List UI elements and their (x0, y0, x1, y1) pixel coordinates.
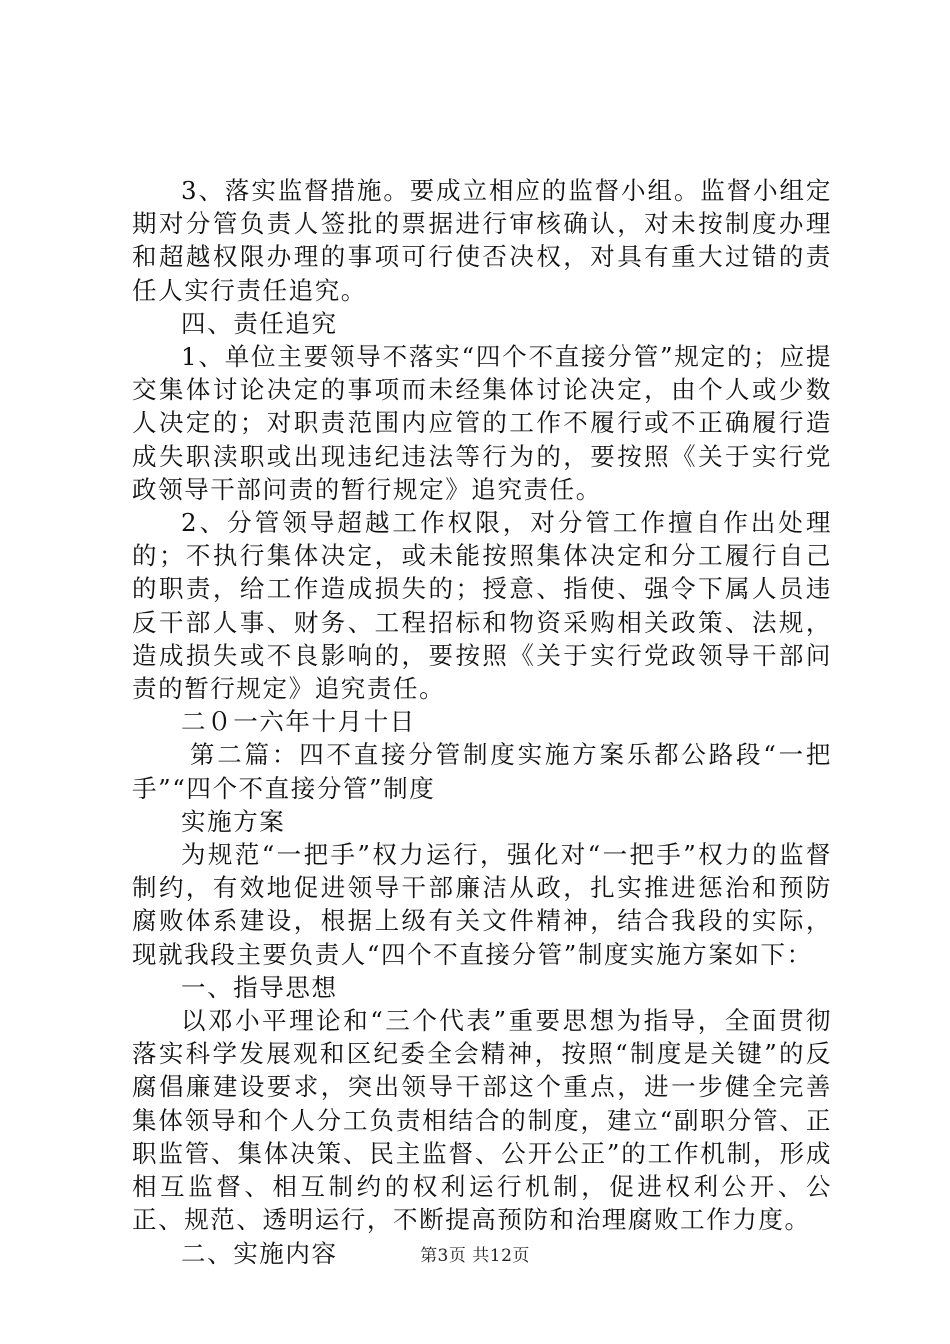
paragraph-introduction: 为规范“一把手”权力运行，强化对“一把手”权力的监督制约，有效地促进领导干部廉洁从政，扎实推进惩治和预防腐败体系建设，根据上级有关文件精神，结合我段的实际，现就我段主要负责人“四个不直接分管”制度实施方案如下： (132, 840, 832, 969)
paragraph-accountability-1: 1、单位主要领导不落实“四个不直接分管”规定的；应提交集体讨论决定的事项而未经集体讨论决定，由个人或少数人决定的；对职责范围内应管的工作不履行或不正确履行造成失职渎职或出现违纪违法等行为的，要按照《关于实行党政领导干部问责的暂行规定》追究责任。 (132, 342, 832, 504)
paragraph-guiding-ideology: 以邓小平理论和“三个代表”重要思想为指导，全面贯彻落实科学发展观和区纪委全会精神，按照“制度是关键”的反腐倡廉建设要求，突出领导干部这个重点，进一步健全完善集体领导和个人分工负责相结合的制度，建立“副职分管、正职监管、集体决策、民主监督、公开公正”的工作机制，形成相互监督、相互制约的权利运行机制，促进权利公开、公正、规范、透明运行，不断提高预防和治理腐败工作力度。 (132, 1006, 832, 1235)
chapter-subtitle: 实施方案 (181, 806, 286, 836)
document-date: 二０一六年十月十日 (181, 707, 416, 737)
section-heading-guiding-ideology: 一、指导思想 (181, 972, 338, 1002)
section-heading-implementation: 二、实施内容 (181, 1238, 338, 1268)
paragraph-supervision-measures: 3、落实监督措施。要成立相应的监督小组。监督小组定期对分管负责人签批的票据进行审核确认，对未按制度办理和超越权限办理的事项可行使否决权，对具有重大过错的责任人实行责任追究。 (132, 176, 832, 305)
section-heading-accountability: 四、责任追究 (181, 308, 338, 338)
page-number-footer: 第3页 共12页 (420, 1246, 530, 1266)
paragraph-accountability-2: 2、分管领导超越工作权限，对分管工作擅自作出处理的；不执行集体决定，或未能按照集体决定和分工履行自己的职责，给工作造成损失的；授意、指使、强令下属人员违反干部人事、财务、工程招标和物资采购相关政策、法规，造成损失或不良影响的，要按照《关于实行党政领导干部问责的暂行规定》追究责任。 (132, 508, 832, 704)
chapter-title: 第二篇：四不直接分管制度实施方案乐都公路段“一把手”“四个不直接分管”制度 (132, 740, 832, 803)
document-body (132, 174, 832, 1270)
